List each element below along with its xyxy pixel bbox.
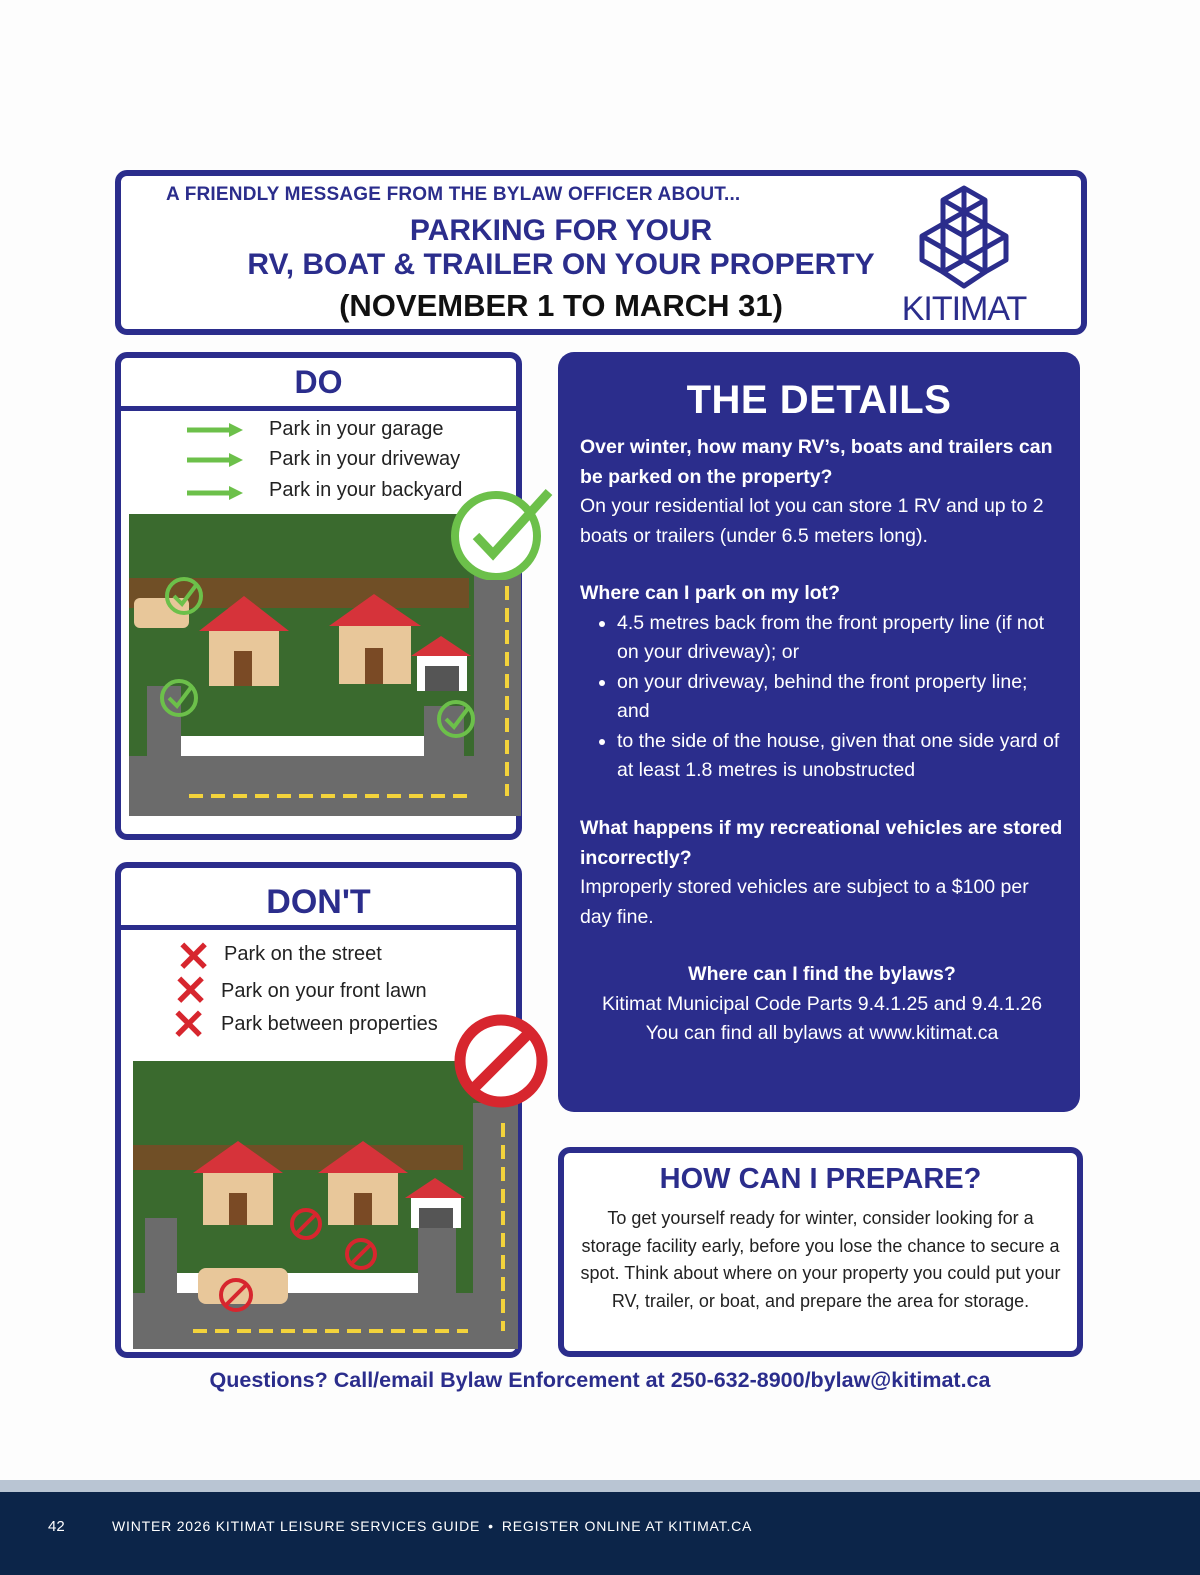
do-item: Park in your backyard bbox=[269, 479, 463, 501]
dont-heading: DON'T bbox=[121, 868, 516, 930]
details-q1-block bbox=[580, 433, 1064, 551]
details-answer: You can find all bylaws at www.kitimat.ca bbox=[645, 1022, 999, 1044]
large-check-icon bbox=[451, 486, 555, 580]
details-question: Where can I park on my lot? bbox=[580, 582, 841, 604]
red-x-icon: ✕ bbox=[173, 967, 209, 1014]
red-x-icon: ✕ bbox=[171, 1001, 207, 1048]
details-location-list bbox=[580, 609, 1064, 786]
list-item: • to the side of the house, given that one side yard of at least 1.8 metres is unobstructed bbox=[617, 727, 1064, 786]
details-answer: Kitimat Municipal Code Parts 9.4.1.25 and 9.4.1.26 bbox=[601, 992, 1043, 1015]
list-item: • on your driveway, behind the front property line; and bbox=[617, 668, 1064, 727]
header-date-range: (NOVEMBER 1 TO MARCH 31) bbox=[339, 288, 783, 323]
prepare-heading: HOW CAN I PREPARE? bbox=[659, 1163, 982, 1195]
logo-wordmark: KITIMAT bbox=[901, 290, 1027, 328]
green-arrow-icon bbox=[187, 453, 243, 467]
kitimat-logo bbox=[899, 182, 1029, 332]
details-panel bbox=[558, 352, 1080, 1112]
details-question: Where can I find the bylaws? bbox=[688, 963, 956, 985]
details-q4-block bbox=[580, 960, 1064, 1049]
prepare-text: To get yourself ready for winter, consider looking for a storage facility early, before you lose the chance to secure a spot. Think about where on your property you could put your RV, trailer, or boat, and prepare the area for storage. bbox=[580, 1208, 1061, 1311]
details-answer: Improperly stored vehicles are subject to a $100 per day fine. bbox=[580, 876, 1029, 928]
footer-register-link: REGISTER ONLINE AT KITIMAT.CA bbox=[501, 1518, 753, 1534]
header-title-line2: RV, BOAT & TRAILER ON YOUR PROPERTY bbox=[247, 248, 875, 281]
footer-text bbox=[112, 1518, 752, 1534]
details-question: What happens if my recreational vehicles are stored incorrectly? bbox=[580, 817, 1063, 869]
header-banner bbox=[115, 170, 1087, 335]
details-question: Over winter, how many RV’s, boats and trailers can be parked on the property? bbox=[580, 436, 1053, 488]
red-x-icon: ✕ bbox=[176, 933, 212, 980]
large-no-sign-icon bbox=[451, 1011, 551, 1111]
do-panel bbox=[115, 352, 522, 840]
dont-item: Park on the street bbox=[224, 943, 382, 965]
dont-panel bbox=[115, 862, 522, 1358]
do-item: Park in your garage bbox=[269, 418, 444, 440]
prepare-panel bbox=[558, 1147, 1083, 1357]
snowflake-icon bbox=[899, 182, 1029, 292]
list-item: • 4.5 metres back from the front property line (if not on your driveway); or bbox=[617, 609, 1064, 668]
header-intro: A FRIENDLY MESSAGE FROM THE BYLAW OFFICER ABOUT... bbox=[166, 184, 741, 205]
details-q2-block bbox=[580, 579, 1064, 786]
page-footer bbox=[0, 1492, 1200, 1575]
header-title-line1: PARKING FOR YOUR bbox=[409, 214, 713, 247]
details-heading: THE DETAILS bbox=[686, 378, 952, 422]
do-heading: DO bbox=[121, 358, 516, 411]
details-answer: On your residential lot you can store 1 RV and up to 2 boats or trailers (under 6.5 meters long). bbox=[580, 495, 1044, 547]
page-number: 42 bbox=[48, 1518, 65, 1535]
footer-guide-title: WINTER 2026 KITIMAT LEISURE SERVICES GUIDE bbox=[112, 1518, 481, 1534]
details-q3-block bbox=[580, 814, 1064, 932]
do-item: Park in your driveway bbox=[269, 448, 461, 470]
footer-separator: • bbox=[488, 1518, 494, 1534]
dont-item: Park between properties bbox=[221, 1013, 438, 1035]
footer-stripe bbox=[0, 1480, 1200, 1492]
contact-line: Questions? Call/email Bylaw Enforcement at 250-632-8900/bylaw@kitimat.ca bbox=[209, 1368, 991, 1392]
green-arrow-icon bbox=[187, 486, 243, 500]
green-arrow-icon bbox=[187, 423, 243, 437]
dont-item: Park on your front lawn bbox=[221, 980, 427, 1002]
